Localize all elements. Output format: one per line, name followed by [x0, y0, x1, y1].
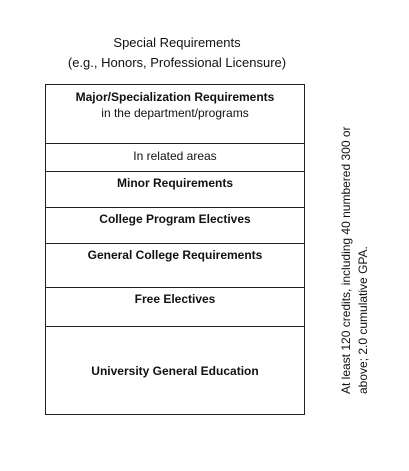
block-university-general-education — [45, 326, 305, 415]
block-gcr-title: General College Requirements — [87, 248, 263, 262]
block-uge-title: University General Education — [91, 364, 259, 378]
requirements-stack — [45, 84, 305, 414]
block-major-subtitle: in the department/programs — [101, 106, 249, 120]
credit-requirement-note — [338, 94, 372, 394]
block-free-electives — [45, 287, 305, 327]
credit-note-line1: At least 120 credits, including 40 numbered 300 or — [339, 126, 353, 394]
block-free-title: Free Electives — [134, 292, 216, 306]
block-major-title: Major/Specialization Requirements — [75, 90, 275, 104]
special-requirements-title: Special Requirements — [113, 35, 241, 50]
block-cpe-title: College Program Electives — [99, 212, 251, 226]
block-minor-title: Minor Requirements — [116, 176, 233, 190]
special-requirements-caption — [60, 33, 294, 73]
block-general-college-requirements — [45, 243, 305, 288]
block-major-specialization — [45, 84, 305, 144]
special-requirements-examples: (e.g., Honors, Professional Licensure) — [67, 55, 287, 70]
credit-note-line2: above; 2.0 cumulative GPA. — [356, 246, 370, 394]
block-minor-requirements — [45, 171, 305, 208]
block-related-areas — [45, 143, 305, 172]
block-related-title: In related areas — [133, 149, 217, 163]
block-college-program-electives — [45, 207, 305, 244]
